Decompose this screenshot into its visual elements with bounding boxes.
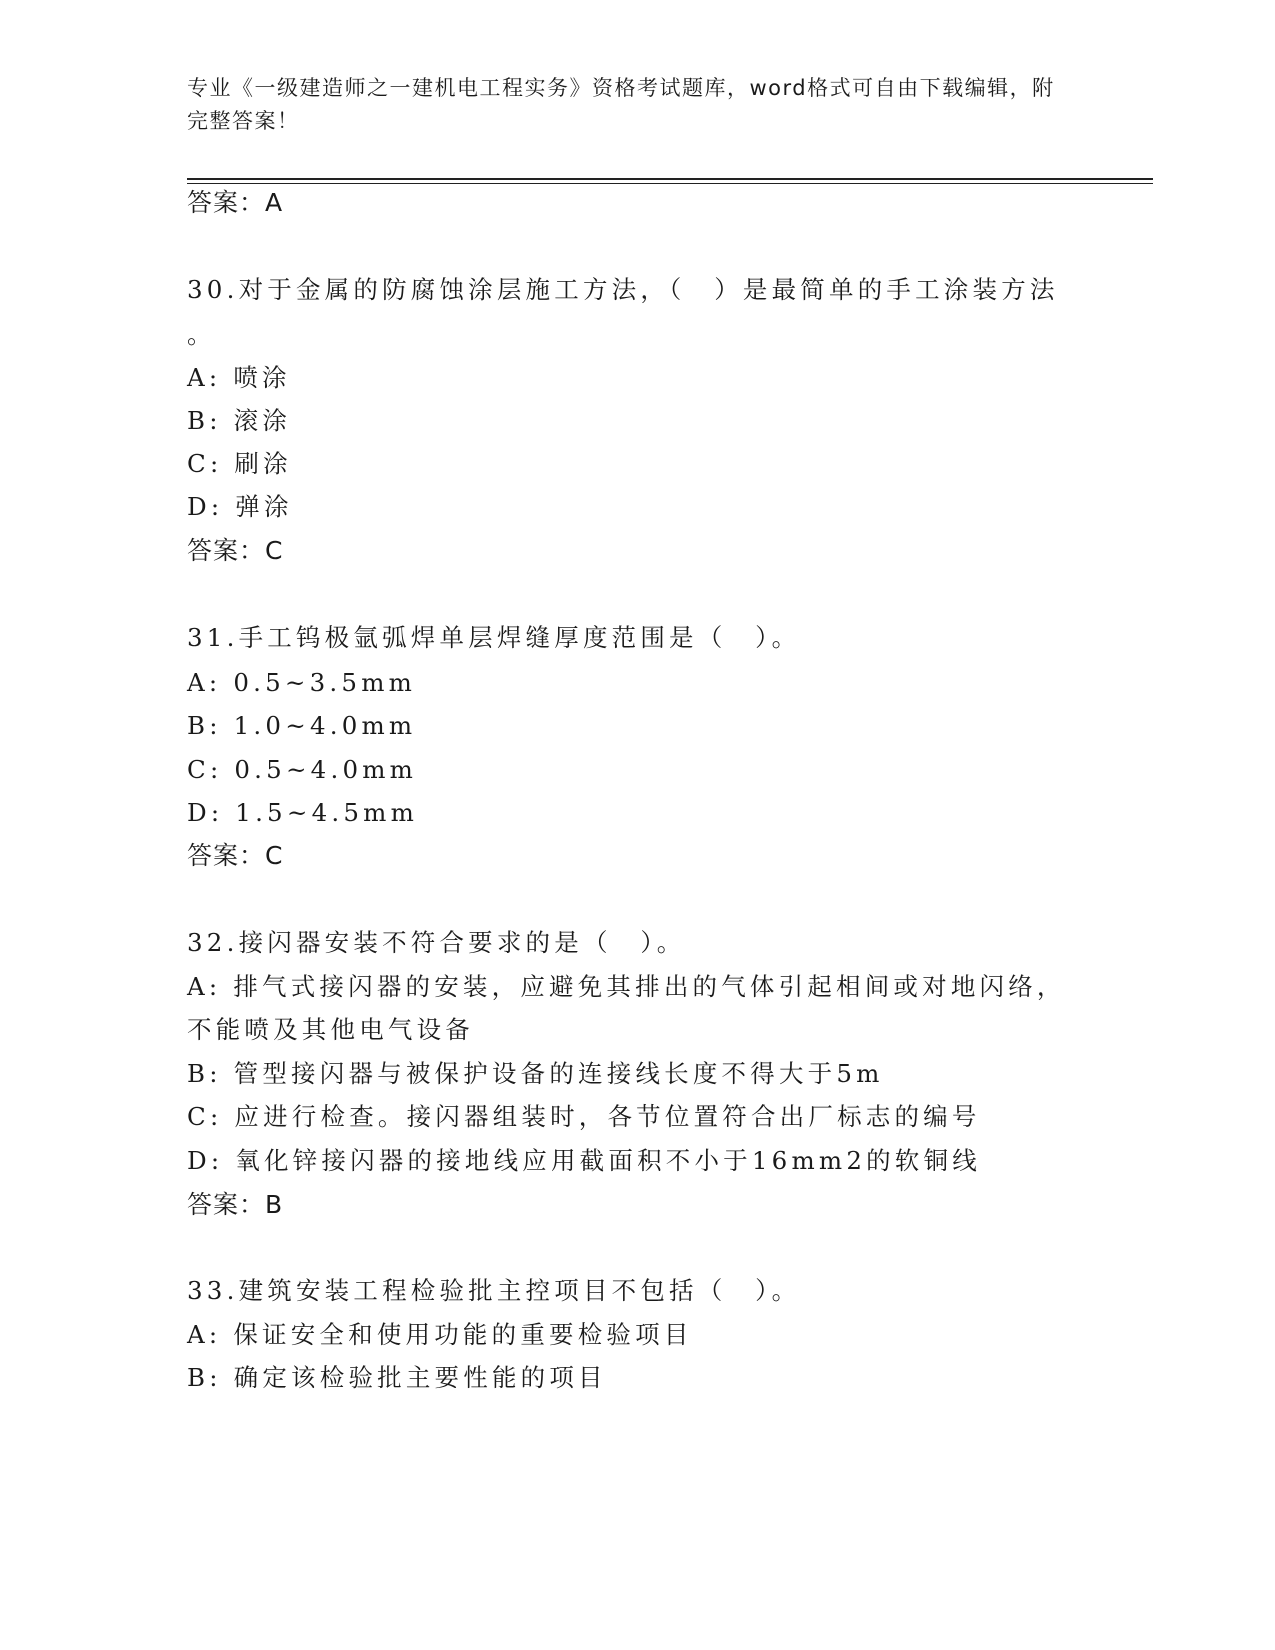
header-rule-thick [187,178,1153,180]
option-30-c: C: 刷涂 [187,449,292,478]
answer-31: 答案：C [187,841,284,870]
option-32-d: D: 氧化锌接闪器的接地线应用截面积不小于16mm2的软铜线 [187,1146,981,1175]
answer-29: 答案：A [187,188,284,217]
option-32-b: B: 管型接闪器与被保护设备的连接线长度不得大于5m [187,1059,884,1088]
option-31-d: D: 1.5~4.5mm [187,798,419,827]
option-32-c: C: 应进行检查。接闪器组装时，各节位置符合出厂标志的编号 [187,1102,981,1131]
question-32: 32.接闪器安装不符合要求的是（ ）。 [187,928,686,957]
question-30-continued: 。 [187,320,216,349]
option-30-a: A: 喷涂 [187,363,291,392]
option-31-c: C: 0.5~4.0mm [187,755,418,784]
option-31-b: B: 1.0~4.0mm [187,711,417,740]
option-32-a-continued: 不能喷及其他电气设备 [187,1015,474,1044]
question-30: 30.对于金属的防腐蚀涂层施工方法，（ ）是最简单的手工涂装方法 [187,275,1059,304]
answer-32: 答案：B [187,1190,284,1219]
option-33-a: A: 保证安全和使用功能的重要检验项目 [187,1320,693,1349]
option-31-a: A: 0.5~3.5mm [187,668,417,697]
question-33: 33.建筑安装工程检验批主控项目不包括（ ）。 [187,1276,801,1305]
header-rule-thin [187,183,1153,184]
question-31: 31.手工钨极氩弧焊单层焊缝厚度范围是（ ）。 [187,623,801,652]
answer-30: 答案：C [187,536,284,565]
option-30-b: B: 滚涂 [187,406,292,435]
option-32-a: A: 排气式接闪器的安装，应避免其排出的气体引起相间或对地闪络， [187,972,1066,1001]
option-30-d: D: 弹涂 [187,492,293,521]
option-33-b: B: 确定该检验批主要性能的项目 [187,1363,607,1392]
document-header: 专业《一级建造师之一建机电工程实务》资格考试题库，word格式可自由下载编辑，附完整答案！ [187,76,1055,133]
